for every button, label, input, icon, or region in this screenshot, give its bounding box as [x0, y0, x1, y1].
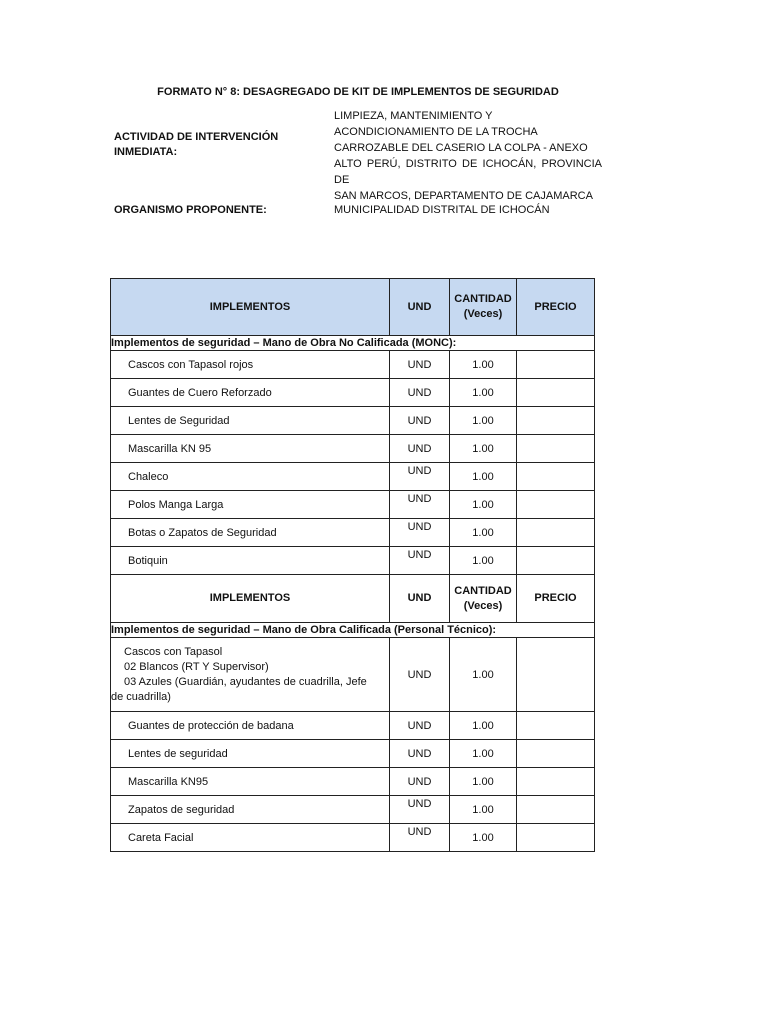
item-qty: 1.00	[450, 712, 517, 740]
header-cantidad-line1: CANTIDAD	[454, 293, 512, 305]
activity-value	[334, 108, 602, 204]
activity-label	[114, 130, 278, 160]
item-name: Mascarilla KN95	[111, 768, 390, 796]
item-qty: 1.00	[450, 768, 517, 796]
item-qty: 1.00	[450, 519, 517, 547]
item-und: UND	[390, 379, 450, 407]
table-row	[111, 463, 595, 491]
item-name: Botas o Zapatos de Seguridad	[111, 519, 390, 547]
activity-value-line: SAN MARCOS, DEPARTAMENTO DE CAJAMARCA	[334, 190, 593, 202]
item-name: Chaleco	[111, 463, 390, 491]
item-price	[517, 491, 595, 519]
item-qty: 1.00	[450, 351, 517, 379]
item-price	[517, 740, 595, 768]
item-qty: 1.00	[450, 379, 517, 407]
item-und: UND	[390, 351, 450, 379]
item-und-text: UND	[407, 492, 432, 505]
document-title: FORMATO N° 8: DESAGREGADO DE KIT DE IMPLEMENTOS DE SEGURIDAD	[157, 86, 559, 98]
table-row	[111, 547, 595, 575]
item-und: UND	[390, 768, 450, 796]
activity-value-line: LIMPIEZA, MANTENIMIENTO Y	[334, 110, 493, 122]
item-qty: 1.00	[450, 407, 517, 435]
proponent-value: MUNICIPALIDAD DISTRITAL DE ICHOCÁN	[334, 204, 550, 216]
item-name: Zapatos de seguridad	[111, 796, 390, 824]
header-cantidad	[450, 279, 517, 336]
table-row	[111, 351, 595, 379]
header-cantidad-line1: CANTIDAD	[454, 584, 512, 597]
item-price	[517, 547, 595, 575]
item-qty: 1.00	[450, 435, 517, 463]
item-price	[517, 435, 595, 463]
table-row	[111, 519, 595, 547]
item-name: Cascos con Tapasol rojos	[111, 351, 390, 379]
header-precio: PRECIO	[517, 279, 595, 336]
item-name: Mascarilla KN 95	[111, 435, 390, 463]
item-qty: 1.00	[450, 463, 517, 491]
item-price	[517, 407, 595, 435]
section-title-row	[111, 336, 595, 351]
table-row	[111, 491, 595, 519]
header-implementos: IMPLEMENTOS	[111, 575, 390, 623]
item-price	[517, 463, 595, 491]
item-price	[517, 768, 595, 796]
item-qty: 1.00	[450, 491, 517, 519]
header-und: UND	[390, 279, 450, 336]
item-und: UND	[390, 407, 450, 435]
table-row	[111, 407, 595, 435]
header-implementos: IMPLEMENTOS	[111, 279, 390, 336]
item-name: Guantes de Cuero Reforzado	[111, 379, 390, 407]
item-name: Careta Facial	[111, 824, 390, 852]
table-header-row	[111, 279, 595, 336]
section1-title: Implementos de seguridad – Mano de Obra No Calificada (MONC):	[111, 336, 595, 351]
item-qty: 1.00	[450, 638, 517, 712]
item-und-text: UND	[407, 797, 432, 810]
table-row	[111, 712, 595, 740]
helmet-line: Cascos con Tapasol	[124, 645, 223, 658]
implements-table	[110, 278, 595, 852]
helmet-line: 02 Blancos (RT Y Supervisor)	[124, 660, 269, 673]
helmet-line: de cuadrilla)	[111, 690, 171, 703]
item-und-text: UND	[407, 464, 432, 477]
item-price	[517, 519, 595, 547]
item-und-text: UND	[407, 520, 432, 533]
header-und: UND	[390, 575, 450, 623]
item-name: Lentes de seguridad	[111, 740, 390, 768]
item-price	[517, 796, 595, 824]
item-und: UND	[390, 638, 450, 712]
header-cantidad-line2: (Veces)	[463, 599, 503, 612]
proponent-label: ORGANISMO PROPONENTE:	[114, 204, 267, 216]
item-und	[390, 824, 450, 852]
item-price	[517, 351, 595, 379]
activity-value-line: CARROZABLE DEL CASERIO LA COLPA - ANEXO	[334, 142, 588, 154]
item-price	[517, 379, 595, 407]
item-und-text: UND	[407, 825, 432, 838]
item-qty: 1.00	[450, 824, 517, 852]
item-name: Lentes de Seguridad	[111, 407, 390, 435]
header-cantidad-line2: (Veces)	[463, 308, 503, 320]
item-und	[390, 547, 450, 575]
activity-value-line: ALTO PERÚ, DISTRITO DE ICHOCÁN, PROVINCIA DE	[334, 158, 602, 186]
section2-title: Implementos de seguridad – Mano de Obra Calificada (Personal Técnico):	[111, 623, 595, 638]
item-und	[390, 491, 450, 519]
item-und-text: UND	[407, 548, 432, 561]
item-und	[390, 519, 450, 547]
item-price	[517, 712, 595, 740]
table-row	[111, 435, 595, 463]
table-row	[111, 638, 595, 712]
table-row	[111, 768, 595, 796]
table-header-row	[111, 575, 595, 623]
table-row	[111, 740, 595, 768]
activity-label-line2: INMEDIATA:	[114, 146, 178, 158]
header-precio: PRECIO	[517, 575, 595, 623]
table-row	[111, 796, 595, 824]
item-name: Polos Manga Larga	[111, 491, 390, 519]
item-name: Botiquin	[111, 547, 390, 575]
helmet-line: 03 Azules (Guardián, ayudantes de cuadrilla, Jefe	[124, 675, 367, 688]
activity-label-line1: ACTIVIDAD DE INTERVENCIÓN	[114, 131, 279, 143]
item-und: UND	[390, 435, 450, 463]
item-name: Guantes de protección de badana	[111, 712, 390, 740]
item-price	[517, 824, 595, 852]
item-und	[390, 796, 450, 824]
item-und: UND	[390, 740, 450, 768]
table-row	[111, 379, 595, 407]
activity-value-line: ACONDICIONAMIENTO DE LA TROCHA	[334, 126, 538, 138]
table-row	[111, 824, 595, 852]
item-price	[517, 638, 595, 712]
item-qty: 1.00	[450, 740, 517, 768]
header-cantidad	[450, 575, 517, 623]
item-qty: 1.00	[450, 796, 517, 824]
item-und	[390, 463, 450, 491]
item-qty: 1.00	[450, 547, 517, 575]
item-und: UND	[390, 712, 450, 740]
item-name	[111, 638, 390, 712]
section-title-row	[111, 623, 595, 638]
